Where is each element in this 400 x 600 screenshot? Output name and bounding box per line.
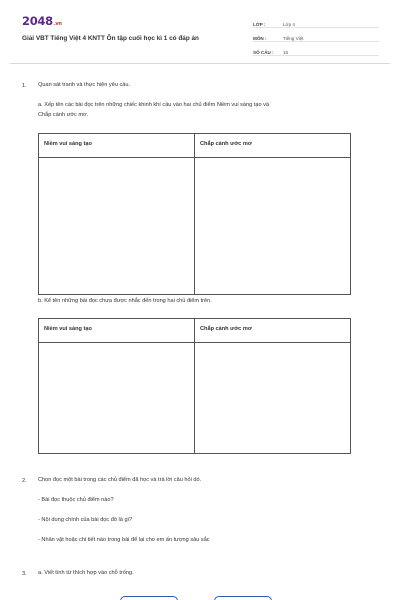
- bullet-item: - Nội dung chính của bài đọc đó là gì?: [38, 517, 133, 523]
- logo-text: 2048: [22, 14, 53, 28]
- meta-value: Lớp 4: [283, 22, 295, 27]
- meta-label: LỚP :: [253, 22, 266, 27]
- header-divider: [10, 63, 390, 64]
- table-body: [39, 343, 350, 453]
- question-prompt: Quan sát tranh và thực hiện yêu cầu.: [38, 82, 131, 88]
- table-header-cell: Chắp cánh ước mơ: [194, 319, 350, 342]
- meta-value: 16: [283, 50, 289, 55]
- answer-cell[interactable]: [194, 158, 350, 294]
- part-a-text: a. Xếp tên các bài đọc trên những chiếc khinh khí cầu vào hai chủ điểm Niềm vui sáng tạo và: [38, 102, 270, 108]
- answer-cell[interactable]: [194, 343, 350, 453]
- meta-label: MÔN :: [253, 36, 267, 41]
- part-a-text-continued: Chắp cánh ước mơ.: [38, 112, 89, 118]
- question-prompt: a. Viết tính từ thích hợp vào chỗ trống.: [38, 570, 134, 576]
- table-header: [39, 319, 350, 343]
- question-number: 1.: [22, 83, 27, 89]
- logo-suffix: .vn: [53, 21, 62, 27]
- answer-blank[interactable]: [214, 596, 272, 600]
- bullet-item: - Bài đọc thuộc chủ điểm nào?: [38, 497, 114, 503]
- meta-row-class: [253, 14, 379, 28]
- answer-cell[interactable]: [39, 343, 194, 453]
- site-logo[interactable]: [22, 14, 62, 28]
- table-header: [39, 134, 350, 158]
- document-title: Giải VBT Tiếng Việt 4 KNTT Ôn tập cuối học kì 1 có đáp án: [22, 35, 199, 42]
- question-number: 2.: [22, 478, 27, 484]
- meta-value: Tiếng Việt: [283, 36, 304, 41]
- answer-cell[interactable]: [39, 158, 194, 294]
- answer-table-b: [38, 318, 351, 454]
- answer-blank[interactable]: [120, 596, 178, 600]
- question-prompt: Chọn đọc một bài trong các chủ điểm đã học và trả lời câu hỏi dó.: [38, 477, 202, 483]
- table-header-cell: Chắp cánh ước mơ: [194, 134, 350, 157]
- answer-table-a: [38, 133, 351, 295]
- question-number: 3.: [22, 571, 27, 577]
- meta-row-subject: [253, 28, 379, 42]
- table-header-cell: Niềm vui sáng tạo: [44, 326, 92, 332]
- table-body: [39, 158, 350, 294]
- meta-panel: [253, 14, 379, 56]
- meta-row-question-count: [253, 42, 379, 56]
- meta-label: SỐ CÂU :: [253, 50, 274, 55]
- table-header-cell: Niềm vui sáng tạo: [44, 141, 92, 147]
- bullet-item: - Nhân vật hoặc chi tiết nào trong bài để lại cho em ấn tượng sâu sắc: [38, 537, 210, 543]
- part-b-text: b. Kể tên những bài đọc chưa được nhắc đến trong hai chủ điểm trên.: [38, 298, 212, 304]
